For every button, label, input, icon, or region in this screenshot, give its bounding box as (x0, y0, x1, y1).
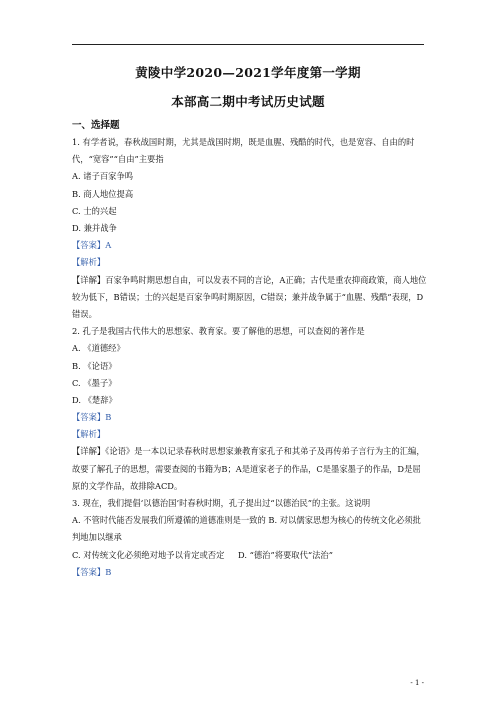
q2-option-c: C. 《墨子》 (72, 377, 117, 388)
q2-answer: 【答案】B (72, 412, 112, 423)
q3-option-ab: A. 不管时代能否发展我们所遵循的道德准则是一致的 B. 对以儒家思想为核心的传统文化必须批判地加以继承 (72, 515, 421, 543)
exam-title-line1: 黄陵中学2020—2021学年度第一学期 (135, 65, 361, 80)
exam-title-line2: 本部高二期中考试历史试题 (171, 94, 325, 109)
question-content (72, 134, 428, 581)
page-number: - 1 - (410, 679, 424, 687)
q2-detail: 【详解】《论语》是一本以记录春秋时思想家兼教育家孔子和其弟子及再传弟子言行为主的汇编，故要了解孔子的思想，需要查阅的书籍为B；A是道家老子的作品，C是墨家墨子的作品，D是屈原的文学作品，故排除ACD。 (72, 446, 425, 491)
header-rule (72, 44, 424, 45)
q2-option-b: B. 《论语》 (72, 360, 117, 371)
q1-detail: 【详解】百家争鸣时期思想自由，可以发表不同的言论，A正确；古代是重农抑商政策，商人地位较为低下，B错误；士的兴起是百家争鸣时期原因，C错误；兼并战争属于“血腥、残酷”表现，D错误。 (72, 274, 427, 319)
q2-stem: 2. 孔子是我国古代伟大的思想家、教育家。要了解他的思想，可以查阅的著作是 (72, 326, 365, 337)
q1-analysis-label: 【解析】 (72, 257, 106, 268)
q3-options-cd (72, 547, 428, 564)
q3-stem: 3. 现在，我们提倡‘以德治国’时春秋时期，孔子提出过“以德治民”的主张。这说明 (72, 498, 371, 509)
q1-answer: 【答案】A (72, 240, 112, 251)
q3-option-d: D. “德治”将要取代“法治” (238, 549, 333, 560)
q2-option-d: D. 《楚辞》 (72, 394, 117, 405)
q1-option-c: C. 士的兴起 (72, 205, 117, 216)
q1-stem: 1. 有学者说，春秋战国时期，尤其是战国时期，既是血腥、残酷的时代，也是宽容、自由的时代，“宽容”“自由”主要指 (72, 137, 415, 165)
q3-option-c: C. 对传统文化必须绝对地予以肯定或否定 (72, 549, 225, 560)
q1-option-d: D. 兼并战争 (72, 222, 117, 233)
q1-option-a: A. 诸子百家争鸣 (72, 171, 134, 182)
q3-answer: 【答案】B (72, 566, 112, 577)
q1-option-b: B. 商人地位提高 (72, 188, 134, 199)
q2-option-a: A. 《道德经》 (72, 343, 125, 354)
section-heading: 一、选择题 (72, 120, 120, 131)
q2-analysis-label: 【解析】 (72, 429, 106, 440)
